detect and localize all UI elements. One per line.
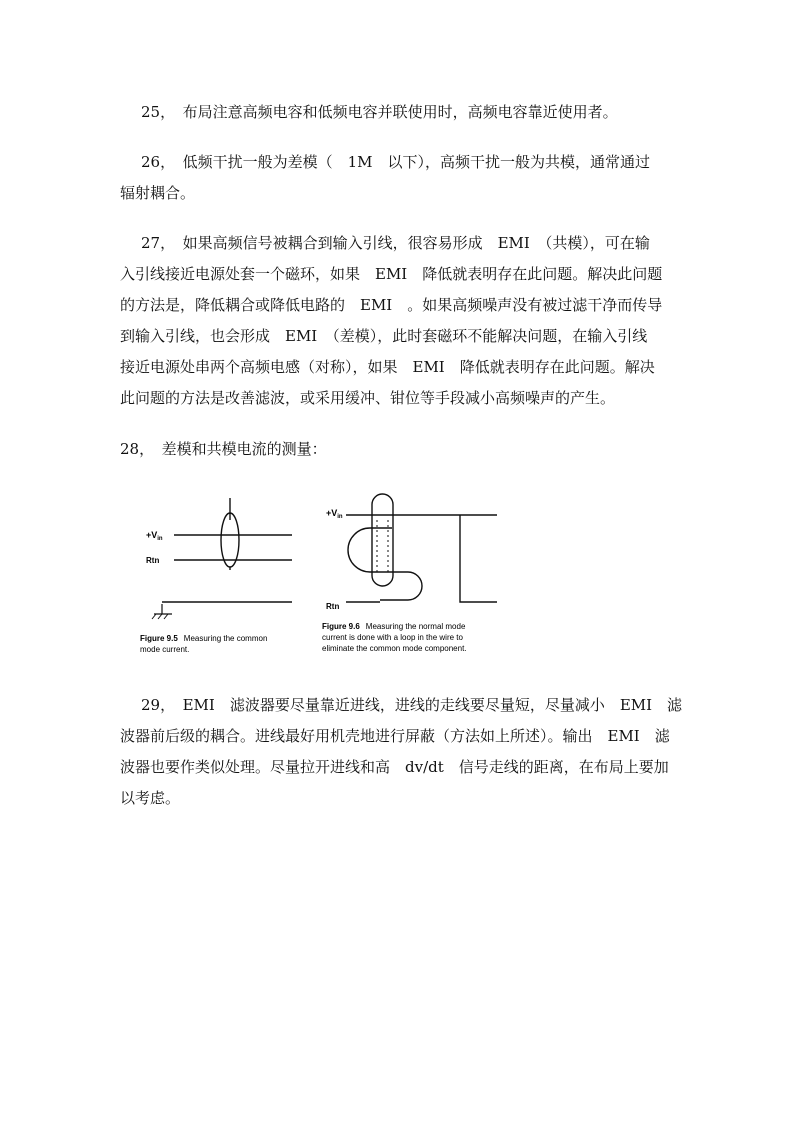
- item-28: [120, 434, 676, 465]
- ground-hatch: [152, 614, 156, 619]
- fig95-rtn-label: Rtn: [146, 556, 160, 565]
- item-27-line-2: 入引线接近电源处套一个磁环，如果 EMI 降低就表明存在此问题。解决此问题: [120, 265, 663, 283]
- item-27-line-3: 的方法是，降低耦合或降低电路的 EMI 。如果高频噪声没有被过滤干净而传导: [120, 296, 663, 314]
- figure-9-5-diagram: [140, 498, 292, 654]
- item-29: [120, 690, 683, 814]
- loop-wire: [348, 528, 422, 600]
- fig96-caption-line-2: current is done with a loop in the wire to: [322, 633, 463, 642]
- emi-measurement-figure: [140, 490, 510, 660]
- fig96-caption-line-3: eliminate the common mode component.: [322, 644, 467, 653]
- item-27-line-4: 到输入引线，也会形成 EMI （差模），此时套磁环不能解决问题，在输入引线: [120, 327, 648, 345]
- fig95-vin-label: $+V_{in}$: [146, 530, 163, 542]
- fig96-vin-label: $+V_{in}$: [326, 508, 343, 520]
- figure-9-6-diagram: [322, 494, 497, 653]
- item-27-line-1: 27， 如果高频信号被耦合到输入引线，很容易形成 EMI （共模），可在输: [141, 234, 650, 252]
- fig95-caption-line-2: mode current.: [140, 645, 190, 654]
- ground-hatch: [158, 614, 162, 619]
- item-27-line-6: 此问题的方法是改善滤波，或采用缓冲、钳位等手段减小高频噪声的产生。: [120, 389, 616, 407]
- item-26: [120, 147, 676, 209]
- item-28-line-1: 28， 差模和共模电流的测量：: [120, 440, 327, 458]
- ground-hatch: [164, 614, 168, 619]
- current-probe-ellipse: [221, 513, 239, 567]
- item-29-line-2: 波器前后级的耦合。进线最好用机壳地进行屏蔽（方法如上所述）。输出 EMI 滤: [120, 727, 670, 745]
- item-27: [120, 228, 676, 414]
- rtn-return-wire: [460, 515, 497, 602]
- fig95-caption-line-1: Figure 9.5 Measuring the common: [140, 634, 268, 643]
- item-29-line-4: 以考虑。: [120, 789, 181, 807]
- item-27-line-5: 接近电源处串两个高频电感（对称），如果 EMI 降低就表明存在此问题。解决: [120, 358, 655, 376]
- item-26-line-1: 26， 低频干扰一般为差模（ 1M 以下），高频干扰一般为共模，通常通过: [141, 153, 650, 171]
- item-25: [120, 97, 676, 128]
- fig96-rtn-label: Rtn: [326, 602, 340, 611]
- fig96-caption-line-1: Figure 9.6 Measuring the normal mode: [322, 622, 466, 631]
- item-26-line-2: 辐射耦合。: [120, 184, 196, 202]
- item-25-line-1: 25， 布局注意高频电容和低频电容并联使用时，高频电容靠近使用者。: [141, 103, 618, 121]
- item-29-line-3: 波器也要作类似处理。尽量拉开进线和高 dv/dt 信号走线的距离，在布局上要加: [120, 758, 669, 776]
- item-29-line-1: 29， EMI 滤波器要尽量靠近进线，进线的走线要尽量短，尽量减小 EMI 滤: [141, 696, 683, 714]
